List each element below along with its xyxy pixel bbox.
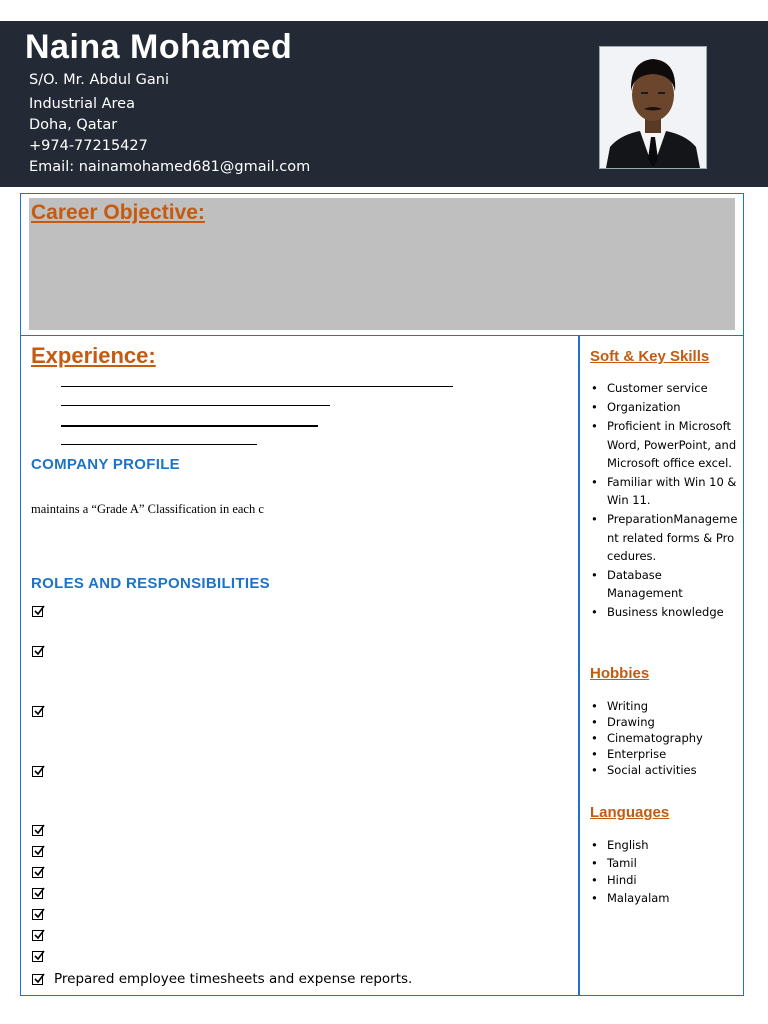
blank-rule [61, 405, 330, 406]
skill-item: • Familiar with Win 10 & Win 11. [591, 475, 737, 508]
languages-title: Languages [590, 804, 670, 821]
hobby-item: • Social activities [591, 763, 697, 777]
blank-rule [61, 386, 453, 387]
languages-list [590, 837, 740, 908]
hobbies-title: Hobbies [590, 665, 650, 682]
hobby-item: • Writing [591, 699, 649, 713]
profile-photo [599, 46, 707, 169]
hobby-item: • Cinematography [591, 731, 703, 745]
checked-box-icon [32, 888, 43, 899]
career-objective-title: Career Objective: [31, 201, 205, 224]
checked-box-icon [32, 867, 43, 878]
language-item: • Malayalam [591, 891, 670, 906]
father-name: S/O. Mr. Abdul Gani [29, 72, 169, 88]
skill-item: • Customer service [591, 381, 708, 395]
experience-title: Experience: [31, 343, 156, 368]
language-item: • English [591, 838, 649, 852]
skills-list [590, 379, 740, 622]
company-profile-text: maintains a “Grade A” Classification in each c [31, 502, 264, 516]
blank-rule [61, 425, 318, 427]
checked-box-icon [32, 606, 43, 617]
skills-title: Soft & Key Skills [590, 348, 710, 365]
company-profile-heading: COMPANY PROFILE [31, 456, 180, 473]
resume-header [0, 21, 768, 187]
phone-number: +974-77215427 [29, 138, 148, 154]
role-item: Prepared employee timesheets and expense reports. [54, 971, 413, 987]
skill-item: • PreparationManagement related forms & Procedures. [591, 512, 738, 563]
checked-box-icon [32, 706, 43, 717]
checked-box-icon [32, 825, 43, 836]
candidate-name: Naina Mohamed [25, 28, 293, 66]
blank-rule [61, 444, 257, 445]
skill-item: • Proficient in Microsoft Word, PowerPoint, and Microsoft office excel. [591, 419, 737, 470]
checked-box-icon [32, 909, 43, 920]
skill-item: • Organization [591, 400, 681, 415]
address-line-2: Doha, Qatar [29, 117, 118, 133]
hobby-item: • Drawing [591, 715, 655, 729]
experience-frame [20, 335, 580, 996]
roles-heading: ROLES AND RESPONSIBILITIES [31, 575, 270, 592]
skill-item: • Database Management [591, 568, 683, 601]
checked-box-icon [32, 766, 43, 777]
language-item: • Hindi [591, 873, 637, 888]
hobbies-list [590, 698, 740, 778]
email-address: Email: nainamohamed681@gmail.com [29, 159, 311, 175]
checked-box-icon [32, 974, 43, 985]
hobby-item: • Enterprise [591, 747, 667, 761]
address-line-1: Industrial Area [29, 96, 135, 112]
checked-box-icon [32, 930, 43, 941]
checked-box-icon [32, 846, 43, 857]
language-item: • Tamil [591, 855, 637, 870]
skill-item: • Business knowledge [591, 605, 724, 620]
checked-box-icon [32, 646, 43, 657]
checked-box-icon [32, 951, 43, 962]
